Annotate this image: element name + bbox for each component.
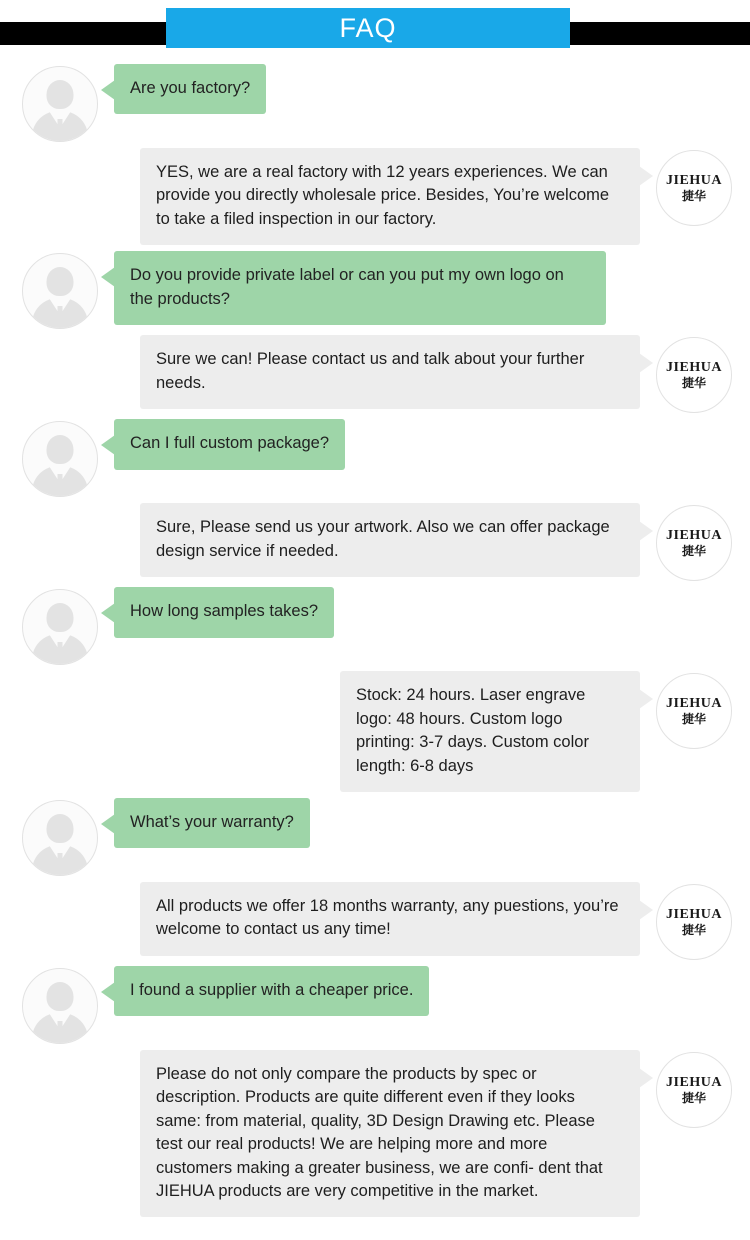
company-logo-cn: 捷华 — [681, 375, 706, 390]
customer-message: What’s your warranty? — [114, 798, 310, 848]
company-message: YES, we are a real factory with 12 years experiences. We can provide you directly wholesale price. Besides, You’re welcome to take a filed inspection in our factory. — [140, 148, 640, 245]
company-logo — [656, 884, 732, 960]
header-title-box — [166, 8, 570, 48]
customer-message: How long samples takes? — [114, 587, 334, 637]
customer-avatar — [22, 253, 98, 329]
company-message: Sure, Please send us your artwork. Also we can offer package design service if needed. — [140, 503, 640, 577]
customer-avatar — [22, 66, 98, 142]
company-logo — [656, 505, 732, 581]
chat-row — [0, 966, 750, 1044]
company-logo-cn: 捷华 — [681, 188, 706, 203]
chat-row — [0, 587, 750, 665]
company-message: All products we offer 18 months warranty, any puestions, you’re welcome to contact us any time! — [140, 882, 640, 956]
company-logo-en: JIEHUA — [666, 173, 722, 189]
company-logo-cn: 捷华 — [681, 1090, 706, 1105]
company-message: Please do not only compare the products by spec or description. Products are quite different even if they looks same: from material, quality, 3D Design Drawing etc. Please test our real products! We are helping more and more customers making a greater business, we are confi- dent that JIEHUA products are very competitive in the market. — [140, 1050, 640, 1218]
company-logo-cn: 捷华 — [681, 922, 706, 937]
company-logo — [656, 673, 732, 749]
customer-message: I found a supplier with a cheaper price. — [114, 966, 429, 1016]
page-title: FAQ — [339, 12, 397, 43]
customer-message: Are you factory? — [114, 64, 266, 114]
faq-header — [0, 0, 750, 56]
company-logo-cn: 捷华 — [681, 543, 706, 558]
company-logo-en: JIEHUA — [666, 907, 722, 923]
company-logo-en: JIEHUA — [666, 528, 722, 544]
company-message: Stock: 24 hours. Laser engrave logo: 48 hours. Custom logo printing: 3-7 days. Custom color length: 6-8 days — [340, 671, 640, 792]
faq-conversation — [0, 56, 750, 1217]
chat-row — [0, 335, 750, 413]
company-logo — [656, 150, 732, 226]
chat-row — [0, 671, 750, 792]
customer-avatar — [22, 421, 98, 497]
chat-row — [0, 251, 750, 329]
customer-avatar — [22, 968, 98, 1044]
company-logo-en: JIEHUA — [666, 696, 722, 712]
chat-row — [0, 503, 750, 581]
chat-row — [0, 148, 750, 245]
company-logo-en: JIEHUA — [666, 1075, 722, 1091]
company-message: Sure we can! Please contact us and talk about your further needs. — [140, 335, 640, 409]
chat-row — [0, 64, 750, 142]
company-logo — [656, 1052, 732, 1128]
chat-row — [0, 882, 750, 960]
customer-avatar — [22, 800, 98, 876]
company-logo-en: JIEHUA — [666, 360, 722, 376]
chat-row — [0, 798, 750, 876]
company-logo — [656, 337, 732, 413]
chat-row — [0, 1050, 750, 1218]
customer-message: Do you provide private label or can you put my own logo on the products? — [114, 251, 606, 325]
customer-avatar — [22, 589, 98, 665]
chat-row — [0, 419, 750, 497]
company-logo-cn: 捷华 — [681, 711, 706, 726]
customer-message: Can I full custom package? — [114, 419, 345, 469]
